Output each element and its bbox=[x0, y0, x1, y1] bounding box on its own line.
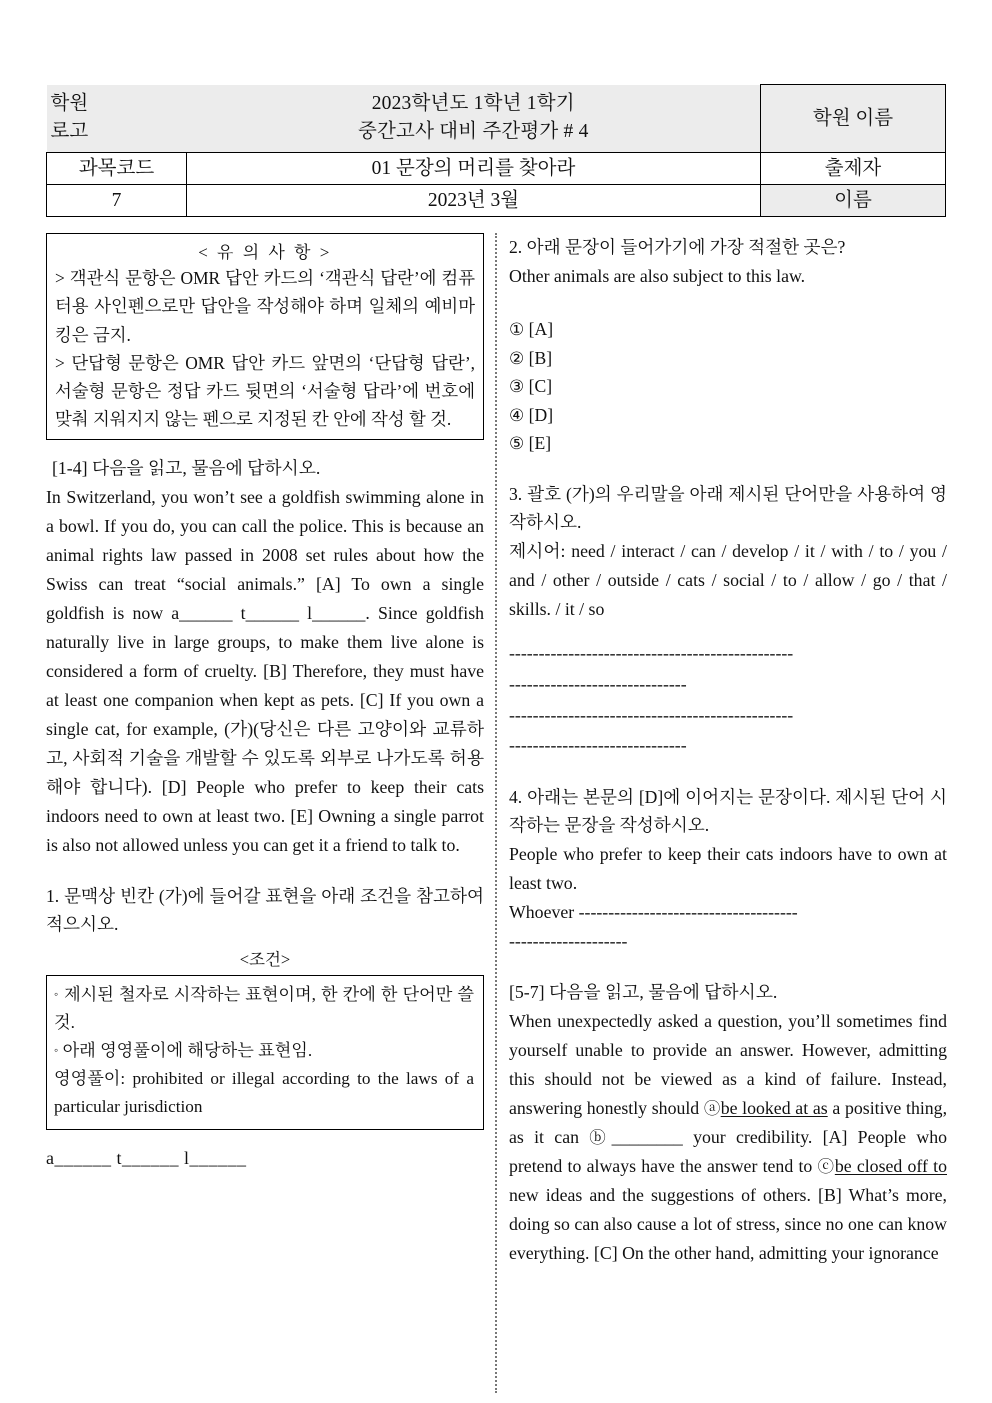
two-column-body bbox=[44, 233, 948, 1393]
choice-option[interactable] bbox=[509, 429, 947, 458]
answer-write-line[interactable]: ------------------------------------- bbox=[578, 902, 798, 923]
exam-title-line-2: 중간고사 대비 주간평가 # 4 bbox=[357, 121, 589, 143]
choice-option[interactable] bbox=[509, 315, 947, 344]
marker-c-icon: ⓒ bbox=[817, 1156, 835, 1176]
passage1-text: In Switzerland, you won’t see a goldfish swimming alone in a bowl. If you do, you can call the police. This is because an animal rights law passed in 2008 set rules about how the Swiss can treat “social animals.” [A] To own a single goldfish is now a______ t______ l______. Since goldfish naturally live in large groups, to make them live alone is considered a form of cruelty. [B] Therefore, they must have at least one companion when kept as pets. [C] If you own a single cat, for example, (가)(당신은 다른 고양이와 교류하고, 사회적 기술을 개발할 수 있도록 외부로 나가도록 허용해야 합니다). [D] People who prefer to keep their cats indoors need to own at least two. [E] Owning a single parrot is also not allowed unless you can get it a friend to talk to. bbox=[46, 487, 484, 856]
question-3-answer-area[interactable] bbox=[509, 638, 947, 760]
header-row-values bbox=[47, 185, 946, 217]
logo-line-2: 로고 bbox=[50, 121, 89, 143]
passage2-segment-2: a positive thing, as it can bbox=[509, 1097, 948, 1147]
question-1-answer-blanks[interactable]: a______ t______ l______ bbox=[46, 1147, 247, 1168]
question-2-choices bbox=[509, 315, 947, 458]
subject-code-value: 7 bbox=[47, 185, 187, 217]
question-4-answer-area[interactable] bbox=[509, 898, 947, 927]
marker-a-icon: ⓐ bbox=[703, 1098, 721, 1118]
passage1-instruction: [1-4] 다음을 읽고, 물음에 답하시오. bbox=[52, 458, 321, 479]
academy-name-cell: 학원 이름 bbox=[761, 85, 946, 153]
choice-label: [A] bbox=[528, 319, 554, 340]
author-value: 이름 bbox=[761, 185, 946, 217]
question-4-prompt: 4. 아래는 본문의 [D]에 이어지는 문장이다. 제시된 단어 시작하는 문장을 작성하시오. bbox=[509, 786, 947, 835]
answer-write-line[interactable]: ------------------------------------------------ bbox=[509, 643, 794, 664]
choice-label: [B] bbox=[528, 347, 553, 368]
choice-option[interactable] bbox=[509, 372, 947, 401]
question-2-sentence: Other animals are also subject to this law. bbox=[509, 266, 806, 287]
passage2-segment-1: When unexpectedly asked a question, you’ll sometimes find yourself unable to provide an answer. However, admitting this should not be viewed as a kind of failure. Instead, answering honestly should bbox=[509, 1010, 947, 1118]
condition-item-1-text: 제시된 철자로 시작하는 표현이며, 한 칸에 한 단어만 쓸 것. bbox=[54, 984, 474, 1032]
underlined-phrase-c: be closed off to bbox=[834, 1155, 947, 1176]
passage2-blank-b[interactable]: ________ bbox=[611, 1126, 683, 1147]
condition-definition: 영영풀이: prohibited or illegal according to the laws of a particular jurisdiction bbox=[54, 1069, 474, 1117]
condition-box bbox=[46, 975, 484, 1130]
condition-item-2 bbox=[54, 1037, 474, 1065]
bullet-icon: ◦ bbox=[54, 986, 60, 1001]
underlined-phrase-a: be looked at as bbox=[720, 1097, 828, 1118]
question-3-prompt: 3. 괄호 (가)의 우리말을 아래 제시된 단어만을 사용하여 영작하시오. bbox=[509, 484, 947, 533]
notice-box bbox=[46, 233, 484, 440]
answer-write-line[interactable]: ------------------------------ bbox=[509, 673, 687, 694]
choice-number-icon: ⑤ bbox=[509, 434, 525, 454]
question-4-given-sentence: People who prefer to keep their cats indoors have to own at least two. bbox=[509, 844, 947, 894]
condition-item-2-text: 아래 영영풀이에 해당하는 표현임. bbox=[62, 1041, 313, 1061]
passage2-segment-3: your credibility. [A] People who pretend to always have the answer tend to bbox=[509, 1126, 948, 1176]
exam-title-cell bbox=[187, 85, 761, 153]
notice-line-1: > 객관식 문항은 OMR 답안 카드의 ‘객관식 답란’에 컴퓨터용 사인펜으로만 답안을 작성해야 하며 일체의 예비마킹은 금지. bbox=[55, 268, 475, 345]
question-1-prompt: 1. 문맥상 빈칸 (가)에 들어갈 표현을 아래 조건을 참고하여 적으시오. bbox=[46, 886, 484, 935]
notice-line-2: > 단답형 문항은 OMR 답안 카드 앞면의 ‘단답형 답란’, 서술형 문항은 정답 카드 뒷면의 ‘서술형 답라’에 번호에 맞춰 지워지지 않는 펜으로 지정된 칸 안에 작성 할 것. bbox=[55, 352, 475, 430]
passage2-segment-4: new ideas and the suggestions of others. [B] What’s more, doing so can also cause a lot of stress, since no one can know everything. [C] On the other hand, admitting your ignorance bbox=[509, 1184, 947, 1263]
choice-label: [C] bbox=[528, 376, 553, 397]
left-column bbox=[46, 233, 484, 1168]
question-3-wordbank: 제시어: need / interact / can / develop / it / with / to / you / and / other / outside / cats / social / to / allow / go / that / skills. / it / so bbox=[509, 541, 947, 620]
choice-label: [D] bbox=[528, 404, 554, 425]
logo-line-1: 학원 bbox=[50, 92, 89, 114]
header-row-subject bbox=[47, 153, 946, 185]
notice-title: < 유 의 사 항 > bbox=[198, 243, 332, 263]
answer-write-line[interactable]: ------------------------------------------------ bbox=[509, 704, 794, 725]
question-2-prompt: 2. 아래 문장이 들어가기에 가장 적절한 곳은? bbox=[509, 237, 846, 258]
answer-write-line[interactable]: ------------------------------ bbox=[509, 735, 687, 756]
bullet-icon: ◦ bbox=[54, 1043, 59, 1058]
column-divider bbox=[495, 233, 497, 1393]
subject-code-label: 과목코드 bbox=[47, 153, 187, 185]
answer-write-line[interactable]: -------------------- bbox=[509, 931, 628, 952]
exam-title-line-1: 2023학년도 1학년 1학기 bbox=[371, 93, 575, 115]
header-row-title bbox=[47, 85, 946, 153]
choice-number-icon: ① bbox=[509, 320, 525, 340]
passage2-text bbox=[509, 1007, 947, 1268]
exam-date: 2023년 3월 bbox=[187, 185, 761, 217]
exam-header-table bbox=[46, 84, 946, 217]
condition-title: <조건> bbox=[239, 949, 291, 969]
condition-item-1 bbox=[54, 981, 474, 1037]
passage2-instruction: [5-7] 다음을 읽고, 물음에 답하시오. bbox=[509, 981, 778, 1002]
choice-number-icon: ④ bbox=[509, 405, 525, 425]
marker-b-icon: ⓑ bbox=[589, 1127, 612, 1147]
choice-number-icon: ② bbox=[509, 348, 525, 368]
academy-logo-cell bbox=[47, 85, 187, 153]
choice-label: [E] bbox=[528, 433, 552, 454]
choice-option[interactable] bbox=[509, 344, 947, 373]
author-label: 출제자 bbox=[761, 153, 946, 185]
lesson-title: 01 문장의 머리를 찾아라 bbox=[187, 153, 761, 185]
choice-number-icon: ③ bbox=[509, 377, 525, 397]
right-column bbox=[509, 233, 947, 1268]
choice-option[interactable] bbox=[509, 401, 947, 430]
answer-start-word: Whoever bbox=[509, 902, 575, 923]
